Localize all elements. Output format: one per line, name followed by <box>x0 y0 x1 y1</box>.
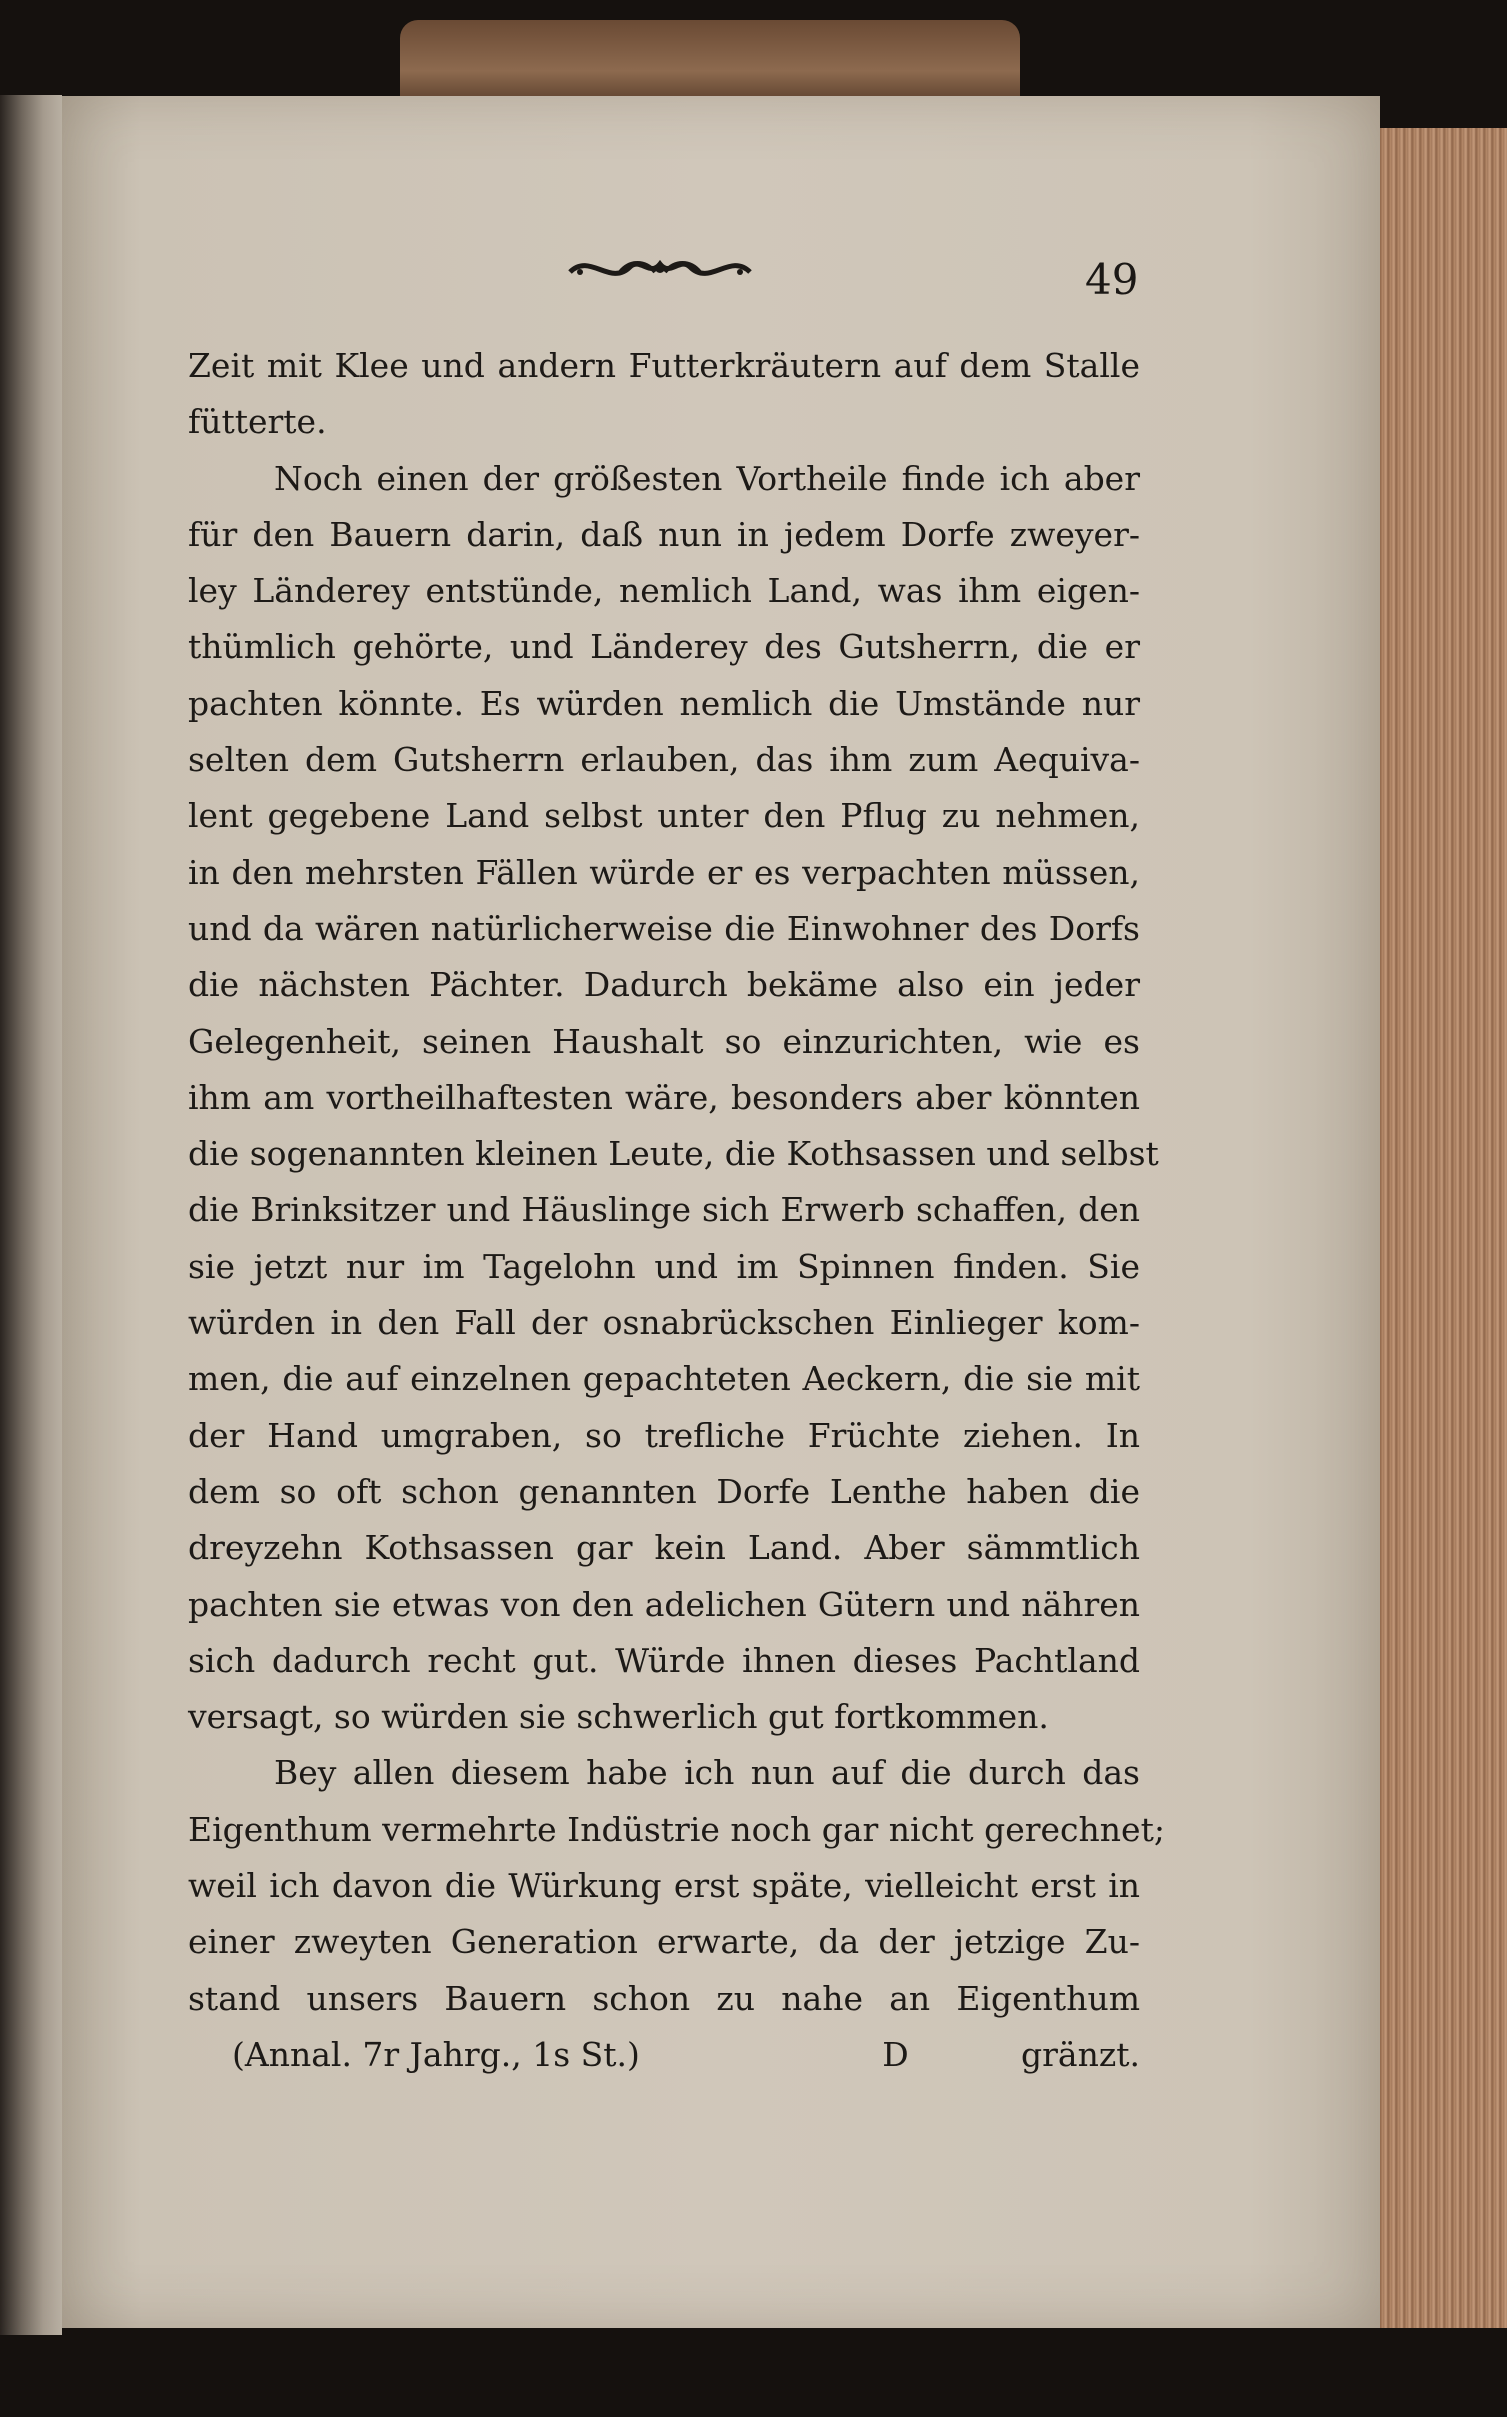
text-line: sie jetzt nur im Tagelohn und im Spinnen finden. Sie <box>188 1246 1140 1286</box>
page-fore-edge <box>1375 128 1507 2328</box>
text-line: ihm am vortheilhaftesten wäre, besonders aber könnten <box>188 1077 1140 1117</box>
text-line: und da wären natürlicherweise die Einwohner des Dorfs <box>188 908 1140 948</box>
text-line: die sogenannten kleinen Leute, die Kothsassen und selbst <box>188 1134 1159 1174</box>
signature-mark: D <box>882 2034 909 2074</box>
text-line: fütterte. <box>188 402 327 442</box>
header-ornament <box>560 242 760 292</box>
catchword: gränzt. <box>1021 2034 1140 2074</box>
text-line: sich dadurch recht gut. Würde ihnen dieses Pachtland <box>188 1640 1140 1680</box>
text-line: ley Länderey entstünde, nemlich Land, was ihm eigen- <box>188 571 1140 611</box>
text-line: in den mehrsten Fällen würde er es verpachten müssen, <box>188 852 1140 892</box>
text-line: Gelegenheit, seinen Haushalt so einzurichten, wie es <box>188 1021 1140 1061</box>
text-line: Bey allen diesem habe ich nun auf die durch das <box>274 1753 1140 1793</box>
page-footer <box>188 2027 1140 2083</box>
book-gutter <box>0 95 62 2335</box>
text-line: dreyzehn Kothsassen gar kein Land. Aber sämmtlich <box>188 1528 1140 1568</box>
text-line: Zeit mit Klee und andern Futterkräutern auf dem Stalle <box>188 346 1140 385</box>
text-line: selten dem Gutsherrn erlauben, das ihm zum Aequiva- <box>188 740 1140 780</box>
text-line: Noch einen der größesten Vortheile finde ich aber <box>274 458 1140 498</box>
text-line: pachten könnte. Es würden nemlich die Umstände nur <box>188 683 1140 723</box>
text-line: dem so oft schon genannten Dorfe Lenthe haben die <box>188 1471 1140 1511</box>
text-line: für den Bauern darin, daß nun in jedem Dorfe zweyer- <box>188 514 1140 554</box>
text-line: weil ich davon die Würkung erst späte, vielleicht erst in <box>188 1866 1140 1906</box>
book-strap <box>400 20 1020 105</box>
text-line: thümlich gehörte, und Länderey des Gutsherrn, die er <box>188 627 1140 667</box>
text-line: lent gegebene Land selbst unter den Pflug zu nehmen, <box>188 796 1140 836</box>
source-reference: (Annal. 7r Jahrg., 1s St.) <box>232 2034 640 2074</box>
text-line: der Hand umgraben, so trefliche Früchte ziehen. In <box>188 1415 1140 1455</box>
text-line: men, die auf einzelnen gepachteten Aeckern, die sie mit <box>188 1359 1140 1399</box>
text-line: stand unsers Bauern schon zu nahe an Eigenthum <box>188 1978 1140 2018</box>
text-line: würden in den Fall der osnabrückschen Einlieger kom- <box>188 1303 1140 1343</box>
body-text <box>188 338 1165 2083</box>
text-line: versagt, so würden sie schwerlich gut fortkommen. <box>188 1697 1049 1737</box>
text-line: die Brinksitzer und Häuslinge sich Erwerb schaffen, den <box>188 1190 1140 1230</box>
text-line: pachten sie etwas von den adelichen Gütern und nähren <box>188 1584 1140 1624</box>
page-number: 49 <box>1085 255 1139 304</box>
text-line: Eigenthum vermehrte Indüstrie noch gar nicht gerechnet; <box>188 1809 1165 1849</box>
text-line: die nächsten Pächter. Dadurch bekäme also ein jeder <box>188 965 1140 1005</box>
text-line: einer zweyten Generation erwarte, da der jetzige Zu- <box>188 1922 1140 1962</box>
